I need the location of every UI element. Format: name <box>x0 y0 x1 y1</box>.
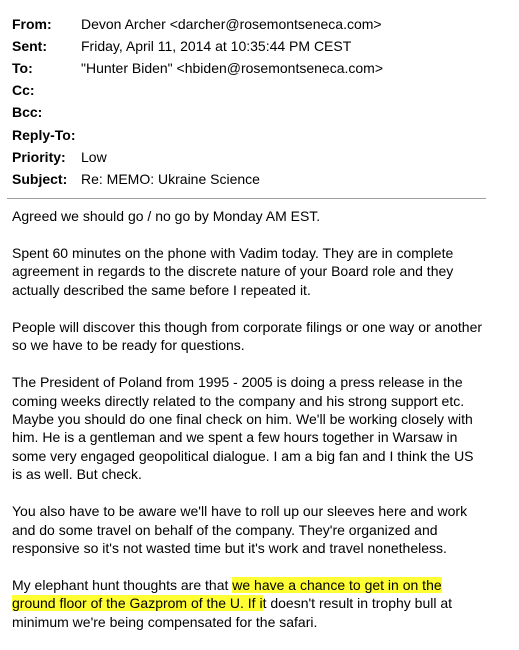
bcc-label: Bcc: <box>12 104 43 121</box>
body-paragraph-5: You also have to be aware we'll have to roll up our sleeves here and work and do some travel on behalf of the company. They're organized and responsive so it's not wasted time but it's work and travel nonetheless. <box>12 503 468 557</box>
paragraph-6-tail: t doesn't result in trophy bull at minimum we're being compensated for the safari. <box>12 595 453 630</box>
body-paragraph-2: Spent 60 minutes on the phone with Vadim today. They are in complete agreement in regards to the discrete nature of your Board role and they actually described the same before I repeated it. <box>12 245 454 298</box>
from-row <box>12 13 492 35</box>
priority-label: Priority: <box>12 148 66 165</box>
to-label: To: <box>12 59 33 76</box>
subject-value: Re: MEMO: Ukraine Science <box>81 170 260 187</box>
to-row <box>12 57 492 79</box>
priority-value: Low <box>81 148 107 165</box>
highlighted-text: we have a chance to get in on the ground floor of the Gazprom of the U. If i <box>12 577 442 612</box>
subject-label: Subject: <box>12 170 68 187</box>
from-value: Devon Archer <darcher@rosemontseneca.com> <box>81 15 382 32</box>
body-paragraph-4: The President of Poland from 1995 - 2005 is doing a press release in the coming weeks directly related to the company and his strong support etc. Maybe you should do one final check on him. We'll be working closely with him. He is a gentleman and we spent a few hours together in Warsaw in some very engaged geopolitical dialogue. I am a big fan and I think the US is as well. But check. <box>12 374 474 483</box>
from-label: From: <box>12 15 52 32</box>
priority-row <box>12 146 492 168</box>
sent-row <box>12 35 492 57</box>
email-header <box>12 13 492 191</box>
paragraph-6-lead: My elephant hunt thoughts are that <box>12 577 233 594</box>
sent-value: Friday, April 11, 2014 at 10:35:44 PM CEST <box>81 37 352 54</box>
subject-row <box>12 168 492 190</box>
body-paragraph-1: Agreed we should go / no go by Monday AM EST. <box>12 208 321 224</box>
bcc-row <box>12 102 492 124</box>
email-body <box>12 207 492 650</box>
to-value: "Hunter Biden" <hbiden@rosemontseneca.com> <box>81 59 383 76</box>
sent-label: Sent: <box>12 37 47 54</box>
cc-row <box>12 80 492 102</box>
replyto-row <box>12 124 492 146</box>
replyto-label: Reply-To: <box>12 126 76 143</box>
header-divider <box>7 198 486 199</box>
body-paragraph-6 <box>12 576 492 631</box>
body-paragraph-3: People will discover this though from corporate filings or one way or another so we have to be ready for questions. <box>12 318 483 354</box>
cc-label: Cc: <box>12 82 35 99</box>
